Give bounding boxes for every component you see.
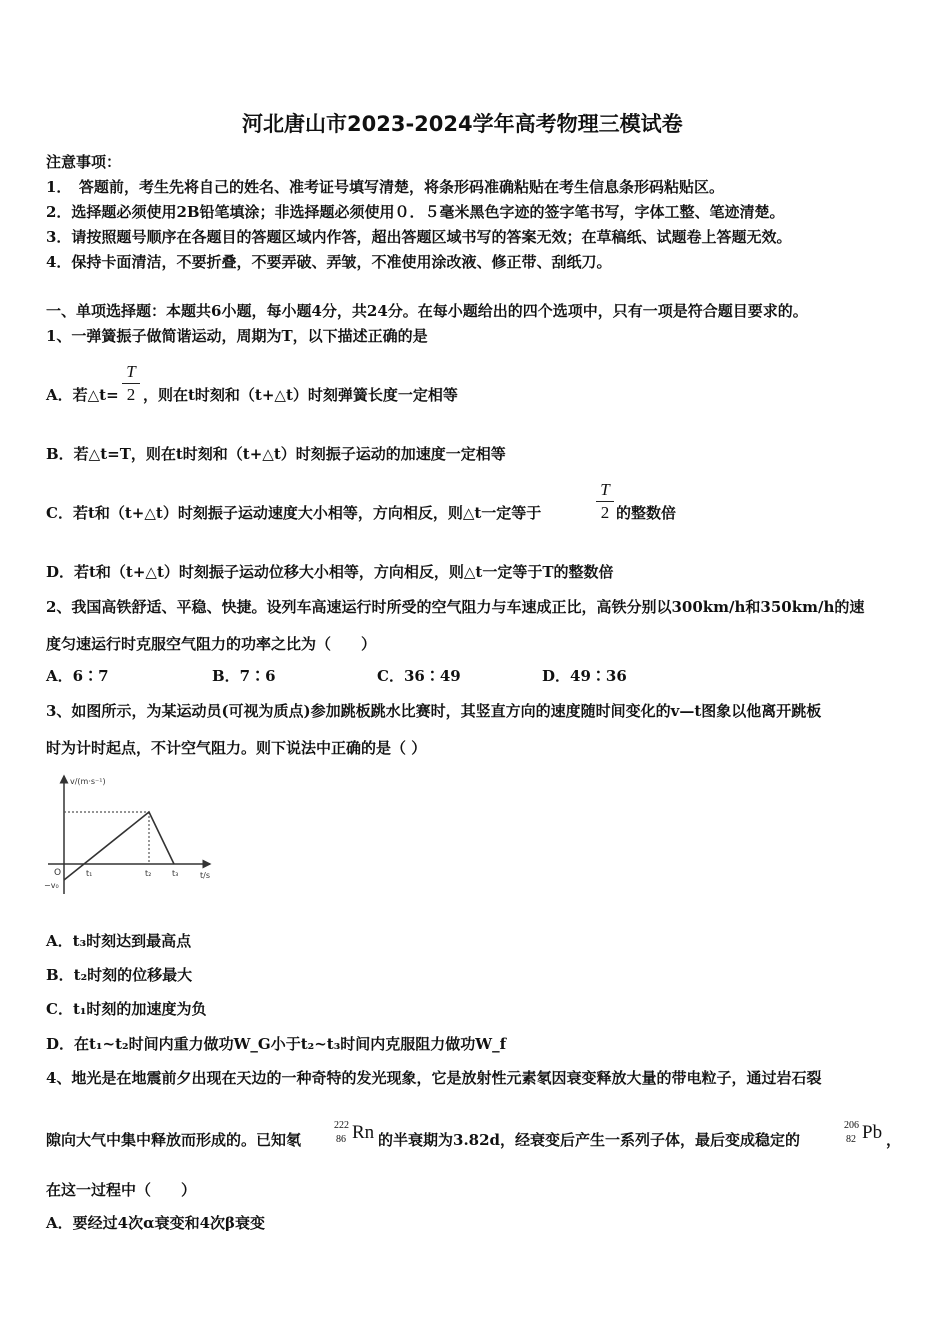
fraction-numerator: T (600, 480, 610, 499)
lead-nuclide (844, 1120, 888, 1146)
tick-t3: t₃ (172, 869, 179, 878)
vt-graph (44, 772, 224, 902)
q3-stem-line2: 时为计时起点，不计空气阻力。则下说法中正确的是（ ） (46, 739, 427, 757)
q1-option-a-post: ，则在t时刻和（t+△t）时刻弹簧长度一定相等 (143, 386, 458, 404)
radon-symbol: Rn (352, 1122, 375, 1143)
velocity-line (64, 812, 174, 880)
q1-option-b: B．若△t=T，则在t时刻和（t+△t）时刻振子运动的加速度一定相等 (46, 445, 506, 463)
v0-label: −v₀ (44, 881, 59, 890)
q4-stem-line2-pre: 隙向大气中集中释放而形成的。已知氡 (46, 1131, 302, 1149)
q1-option-c-pre: C．若t和（t+△t）时刻振子运动速度大小相等，方向相反，则△t一定等于 (46, 504, 542, 522)
q4-stem-line2-post: ， (886, 1131, 902, 1149)
q2-option-b: B．7∶6 (212, 667, 276, 685)
notice-heading: 注意事项： (46, 153, 122, 171)
notice-item-2: 2．选择题必须使用2B铅笔填涂；非选择题必须使用０．５毫米黑色字迹的签字笔书写，字体工整、笔迹清楚。 (46, 203, 785, 221)
q1-option-a-pre: A．若△t= (46, 386, 119, 404)
q1-stem: 1、一弹簧振子做简谐运动，周期为T，以下描述正确的是 (46, 327, 428, 345)
q1-a-fraction (122, 362, 140, 405)
origin-label: O (54, 868, 62, 878)
fraction-denominator: 2 (600, 503, 610, 522)
tick-t2: t₂ (145, 869, 152, 878)
q3-stem-line1: 3、如图所示，为某运动员(可视为质点)参加跳板跳水比赛时，其竖直方向的速度随时间变化的v—t图象以他离开跳板 (46, 702, 822, 720)
radon-nuclide (334, 1120, 378, 1146)
q1-option-d: D．若t和（t+△t）时刻振子运动位移大小相等，方向相反，则△t一定等于T的整数倍 (46, 563, 614, 581)
q1-option-c-post: 的整数倍 (616, 504, 677, 522)
q3-option-b: B．t₂时刻的位移最大 (46, 966, 193, 984)
notice-item-3: 3．请按照题号顺序在各题目的答题区域内作答，超出答题区域书写的答案无效；在草稿纸、试题卷上答题无效。 (46, 228, 792, 246)
x-axis-label: t/s (200, 871, 210, 880)
fraction-denominator: 2 (126, 385, 136, 404)
lead-symbol: Pb (862, 1122, 883, 1143)
q2-stem-line1: 2、我国高铁舒适、平稳、快捷。设列车高速运行时所受的空气阻力与车速成正比，高铁分别以300km/h和350km/h的速 (46, 598, 865, 616)
fraction-numerator: T (126, 362, 136, 381)
q4-option-a: A．要经过4次α衰变和4次β衰变 (46, 1214, 266, 1232)
lead-atomic-number: 82 (846, 1134, 856, 1145)
section-heading: 一、单项选择题：本题共6小题，每小题4分，共24分。在每小题给出的四个选项中，只有一项是符合题目要求的。 (46, 302, 808, 320)
q4-stem-line2-mid: 的半衰期为3.82d，经衰变后产生一系列子体，最后变成稳定的 (378, 1131, 801, 1149)
lead-mass-number: 206 (844, 1120, 859, 1131)
q3-option-d: D．在t₁~t₂时间内重力做功W_G小于t₂~t₃时间内克服阻力做功W_f (46, 1035, 507, 1053)
q2-option-a: A．6∶7 (46, 667, 109, 685)
q2-stem-line2: 度匀速运行时克服空气阻力的功率之比为（ ） (46, 635, 377, 653)
notice-item-4: 4．保持卡面清洁，不要折叠，不要弄破、弄皱，不准使用涂改液、修正带、刮纸刀。 (46, 253, 612, 271)
q3-option-a: A．t₃时刻达到最高点 (46, 932, 192, 950)
q4-stem-line3: 在这一过程中（ ） (46, 1181, 197, 1199)
q2-option-c: C．36∶49 (377, 667, 461, 685)
q2-option-d: D．49∶36 (542, 667, 627, 685)
y-axis-label: v/(m·s⁻¹) (70, 777, 106, 786)
q4-stem-line1: 4、地光是在地震前夕出现在天边的一种奇特的发光现象，它是放射性元素氡因衰变释放大量的带电粒子，通过岩石裂 (46, 1069, 822, 1087)
radon-atomic-number: 86 (336, 1134, 346, 1145)
q3-option-c: C．t₁时刻的加速度为负 (46, 1000, 207, 1018)
page-title: 河北唐山市2023-2024学年高考物理三模试卷 (242, 112, 683, 136)
radon-mass-number: 222 (334, 1120, 349, 1131)
q1-c-fraction (596, 480, 614, 523)
notice-item-1: 1． 答题前，考生先将自己的姓名、准考证号填写清楚，将条形码准确粘贴在考生信息条形码粘贴区。 (46, 178, 724, 196)
tick-t1: t₁ (86, 869, 93, 878)
